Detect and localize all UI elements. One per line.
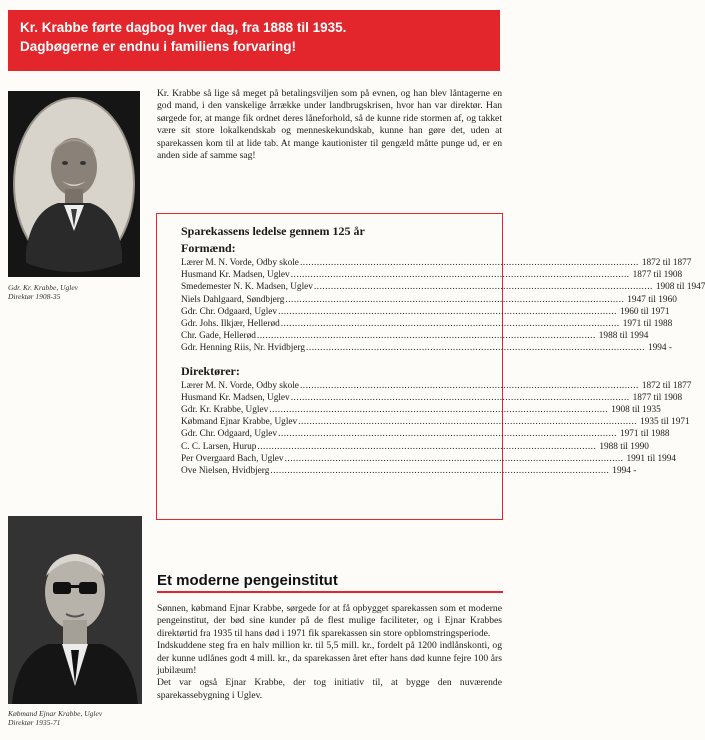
section-body xyxy=(157,603,502,702)
leadership-title: Sparekassens ledelse gennem 125 år xyxy=(181,224,365,238)
leader-name: Gdr. Henning Riis, Nr. Hvidbjerg xyxy=(181,343,306,354)
section-paragraph-3: Det var også Ejnar Krabbe, der tog initiativ til, at bygge den nuværende sparekassebygning i Uglev. xyxy=(157,677,502,701)
portrait-caption-1 xyxy=(8,283,148,301)
leader-name: Gdr. Johs. Ilkjær, Hellerød xyxy=(181,319,280,330)
leader-dots: ........................................................................................................................ xyxy=(290,270,630,281)
leader-dots: ........................................................................................................................ xyxy=(284,453,624,464)
leader-name: Ove Nielsen, Hvidbjerg xyxy=(181,466,270,477)
leader-years: 1988 til 1994 xyxy=(598,331,649,342)
chairmen-heading: Formænd: xyxy=(181,241,236,255)
leader-years: 1947 til 1960 xyxy=(627,294,677,305)
leader-years: 1988 til 1990 xyxy=(599,441,649,452)
caption-2-line-2: Direktør 1935-71 xyxy=(8,718,61,727)
leader-row xyxy=(181,380,692,392)
leader-name: Chr. Gade, Hellerød xyxy=(181,331,256,342)
leader-dots: ........................................................................................................................ xyxy=(290,392,630,403)
leader-years: 1935 til 1971 xyxy=(640,417,690,428)
leader-name: Lærer M. N. Vorde, Odby skole xyxy=(181,380,299,391)
leader-years: 1994 - xyxy=(612,466,637,477)
leader-dots: ........................................................................................................................ xyxy=(299,380,639,391)
leader-years: 1994 - xyxy=(647,343,672,354)
leader-name: Gdr. Chr. Odgaard, Uglev xyxy=(181,306,278,317)
leader-name: Husmand Kr. Madsen, Uglev xyxy=(181,270,290,281)
header-banner xyxy=(8,10,500,71)
leader-dots: ........................................................................................................................ xyxy=(299,258,639,268)
leader-name: Per Overgaard Bach, Uglev xyxy=(181,453,284,464)
directors-list xyxy=(181,380,692,478)
leader-dots: ........................................................................................................................ xyxy=(278,306,617,317)
leader-row xyxy=(181,281,705,293)
leader-years: 1908 til 1935 xyxy=(611,405,661,416)
section-title: Et moderne pengeinstitut xyxy=(157,571,503,593)
leader-row xyxy=(181,342,672,354)
leader-row xyxy=(181,465,637,477)
leader-row xyxy=(181,416,690,428)
leader-row xyxy=(181,294,677,306)
leader-dots: ........................................................................................................................ xyxy=(298,417,638,428)
leader-row xyxy=(181,428,670,440)
leader-name: Smedemester N. K. Madsen, Uglev xyxy=(181,282,313,293)
leader-dots: ........................................................................................................................ xyxy=(280,319,620,330)
intro-text: Kr. Krabbe så lige så meget på betalingsviljen som på evnen, og han blev låntagerne en god mand, i den vanskelige årrække under landbrugskrisen, hvor han var direktør. Han sørgede for, at mange fik ordnet deres låneforhold, så de kunne ride stormen af, og takket være sit store lokalkendskab og menneskekundskab, kunne han gøre det, uden at sparekassen kom til at lide tab. At mange kautionister til gengæld måtte punge ud, er en anden side af samme sag! xyxy=(157,88,502,162)
leadership-box xyxy=(156,213,705,520)
portrait-ejnar-krabbe xyxy=(8,516,142,704)
leader-dots: ........................................................................................................................ xyxy=(257,441,597,452)
leader-dots: ........................................................................................................................ xyxy=(270,466,610,477)
banner-line-1: Kr. Krabbe førte dagbog hver dag, fra 1888 til 1935. xyxy=(20,20,347,35)
leader-name: Købmand Ejnar Krabbe, Uglev xyxy=(181,417,298,428)
leader-dots: ........................................................................................................................ xyxy=(269,405,609,416)
caption-1-line-1: Gdr. Kr. Krabbe, Uglev xyxy=(8,283,79,292)
leader-years: 1991 til 1994 xyxy=(626,453,677,464)
directors-heading: Direktører: xyxy=(181,363,240,378)
banner-line-2: Dagbøgerne er endnu i familiens forvaring! xyxy=(20,39,297,54)
leader-row xyxy=(181,318,673,330)
leader-row xyxy=(181,269,683,281)
leader-years: 1872 til 1877 xyxy=(641,380,692,391)
leader-name: Gdr. Kr. Krabbe, Uglev xyxy=(181,405,269,416)
section-paragraph-1: Sønnen, købmand Ejnar Krabbe, sørgede for at få opbygget sparekassen som et moderne pengeinstitut, der bød sine kunder på de flest mulige faciliteter, og i Ejnar Krabbes direktørtid fra 1935 til hans død i 1971 fik sparekassen sin store opblomstringsperiode. xyxy=(157,603,502,639)
leader-years: 1877 til 1908 xyxy=(632,392,683,403)
leader-dots: ........................................................................................................................ xyxy=(306,343,645,354)
leader-row xyxy=(181,453,677,465)
portrait-kr-krabbe xyxy=(8,91,140,277)
caption-1-line-2: Direktør 1908-35 xyxy=(8,292,61,301)
portrait-caption-2 xyxy=(8,709,153,727)
leader-name: Niels Dahlgaard, Søndbjerg xyxy=(181,294,285,305)
leader-years: 1908 til 1947 xyxy=(655,282,705,293)
leader-name: Lærer M. N. Vorde, Odby skole xyxy=(181,258,299,268)
intro-paragraph xyxy=(157,88,502,162)
chairmen-list xyxy=(181,257,705,355)
caption-2-line-1: Købmand Ejnar Krabbe, Uglev xyxy=(8,709,103,718)
leader-dots: ........................................................................................................................ xyxy=(313,282,653,293)
leader-name: Gdr. Chr. Odgaard, Uglev xyxy=(181,429,278,440)
leader-years: 1971 til 1988 xyxy=(622,319,673,330)
leader-years: 1872 til 1877 xyxy=(641,258,692,268)
leader-row xyxy=(181,330,649,342)
leader-years: 1877 til 1908 xyxy=(632,270,683,281)
leader-row xyxy=(181,392,683,404)
leader-dots: ........................................................................................................................ xyxy=(278,429,617,440)
leader-row xyxy=(181,306,670,318)
leader-row xyxy=(181,441,649,453)
leader-dots: ........................................................................................................................ xyxy=(256,331,596,342)
leader-dots: ........................................................................................................................ xyxy=(285,294,625,305)
leader-name: C. C. Larsen, Hurup xyxy=(181,441,257,452)
leader-row xyxy=(181,404,661,416)
section-paragraph-2: Indskuddene steg fra en halv million kr. til 5,5 mill. kr., fordelt på 1200 indlånskonti, og der kunne udlånes godt 4 mill. kr., da sparekassen året efter hans død kunne fejre 100 års jubilæum! xyxy=(157,640,502,677)
leader-years: 1971 til 1988 xyxy=(619,429,670,440)
leader-name: Husmand Kr. Madsen, Uglev xyxy=(181,392,290,403)
leader-years: 1960 til 1971 xyxy=(619,306,670,317)
leader-row xyxy=(181,257,692,269)
